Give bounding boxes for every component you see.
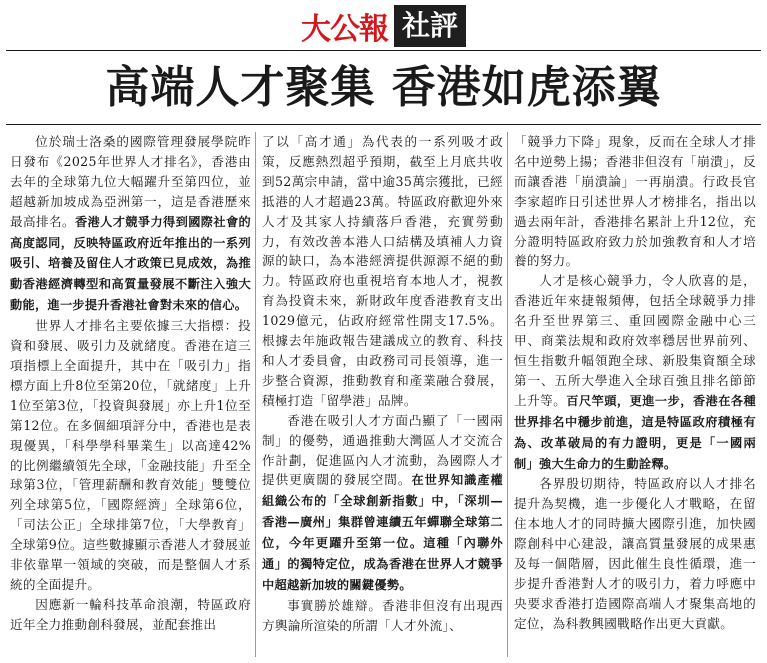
article-column-1 bbox=[10, 132, 256, 657]
bold-text: 香港人才競爭力得到國際社會的高度認同，反映特區政府近年推出的一系列吸引、培養及留住人才政策已見成效，為推動香港經濟轉型和高質量發展不斷注入強大動能，進一步提升香港社會對未來的信心。 bbox=[10, 214, 252, 313]
paragraph bbox=[514, 271, 756, 474]
body-text: 世界人才排名主要依據三大指標：投資和發展、吸引力及就緒度。香港在這三項指標上全面提升，其中在「吸引力」指標方面上升8位至第20位，「就緒度」上升1位至第3位，「投資與發展」亦上升1位至第12位。在多個細項評分中，香港也是表現優異，「科學學科畢業生」以高達42%的比例繼續領先全球，「金融技能」升至全球第3位，「管理薪酬和教育效能」雙雙位列全球第5位，「國際經濟」全球第6位，「司法公正」全球排第7位，「大學教育」全球第9位。這些數據顯示香港人才發展並非依靠單一領域的突破，而是整個人才系統的全面提升。 bbox=[10, 318, 251, 592]
paragraph bbox=[262, 596, 503, 636]
body-text: 了以「高才通」為代表的一系列吸才政策，反應熱烈超乎預期，截至上月底共收到52萬宗申請，當中逾35萬宗獲批，已經抵港的人才超過23萬。特區政府歡迎外來人才及其家人持續落戶香港，充實勞動力，有效改善本港人口結構及填補人力資源的缺口，為本港經濟提供源源不絕的動力。特區政府也重視培育本地人才，視教育為投資未來，新財政年度香港教育支出1029億元，佔政府經常性開支17.5%。根據去年施政報告建議成立的教育、科技和人才委員會，由政務司司長領導，進一步整合資源，推動教育和產業融合發展，積極打造「留學港」品牌。 bbox=[262, 134, 503, 408]
paragraph bbox=[10, 132, 251, 316]
body-text: 各界殷切期待，特區政府以人才排名提升為契機，進一步優化人才戰略，在留住本地人才的同時擴大國際引進，加快國際創科中心建設，讓高質量發展的成果惠及每一個階層，因此催生良性循環，進一步提升香港對人才的吸引力，着力呼應中央要求香港打造國際高端人才聚集高地的定位，為科教興國戰略作出更大貢獻。 bbox=[514, 476, 756, 631]
article-column-3 bbox=[514, 132, 760, 657]
paragraph bbox=[10, 316, 251, 595]
article-body bbox=[10, 132, 760, 657]
body-text: 人才是核心競爭力，令人欣喜的是，香港近年來捷報頻傳，包括全球競爭力排名升至世界第三、重回國際金融中心三甲、商業法規和政府效率穩居世界前列、恒生指數升幅領跑全球、新股集資額全球第一、五所大學進入全球百強且排名節節上升等。 bbox=[514, 273, 756, 408]
paragraph bbox=[514, 474, 756, 633]
article-column-2 bbox=[262, 132, 508, 657]
paragraph bbox=[262, 411, 503, 596]
paragraph bbox=[514, 132, 756, 271]
body-text: 「競爭力下降」現象，反而在全球人才排名中逆勢上揚；香港非但沒有「崩潰」，反而讓香港「崩潰論」一再崩潰。行政長官李家超昨日引述世界人才榜排名，指出以過去兩年計，香港排名累計上升12位，充分證明特區政府致力於加強教育和人才培養的努力。 bbox=[514, 134, 756, 269]
body-text: 位於瑞士洛桑的國際管理發展學院昨日發布《2025年世界人才排名》，香港由去年的全球第九位大幅躍升至第四位，並超越新加坡成為亞洲第一，這是香港歷來最高排名。 bbox=[10, 134, 251, 229]
header-rule bbox=[6, 50, 761, 51]
bold-text: 百尺竿頭，更進一步，香港在各種世界排名中穩步前進，這是特區政府積極有為、改革破局的有力證明，更是「一國兩制」強大生命力的生動詮釋。 bbox=[514, 393, 757, 471]
brand-logo: 大公報 bbox=[300, 12, 388, 47]
body-text: 事實勝於雄辯。香港非但沒有出現西方輿論所渲染的所謂「人才外流」、 bbox=[262, 597, 503, 633]
body-text: 香港在吸引人才方面凸顯了「一國兩制」的優勢，通過推動大灣區人才交流合作計劃，促進區內人才流動，為國際人才提供更廣闊的發展空間。 bbox=[262, 412, 503, 488]
section-label: 社評 bbox=[394, 5, 466, 47]
paragraph bbox=[10, 595, 251, 635]
paragraph bbox=[262, 132, 503, 411]
bold-text: 在世界知識產權組織公布的「全球創新指數」中，「深圳—香港—廣州」集群曾連續五年蟬聯全球第二位，今年更躍升至第一位。這種「內聯外通」的獨特定位，成為香港在世界人才競爭中超越新加坡的關鍵優勢。 bbox=[262, 473, 503, 592]
article-headline: 高端人才聚集 香港如虎添翼 bbox=[105, 62, 662, 113]
masthead-banner bbox=[301, 6, 466, 46]
body-text: 因應新一輪科技革命浪潮，特區政府近年全力推動創科發展，並配套推出 bbox=[10, 596, 251, 632]
masthead bbox=[0, 4, 767, 48]
headline-rule bbox=[6, 124, 761, 125]
